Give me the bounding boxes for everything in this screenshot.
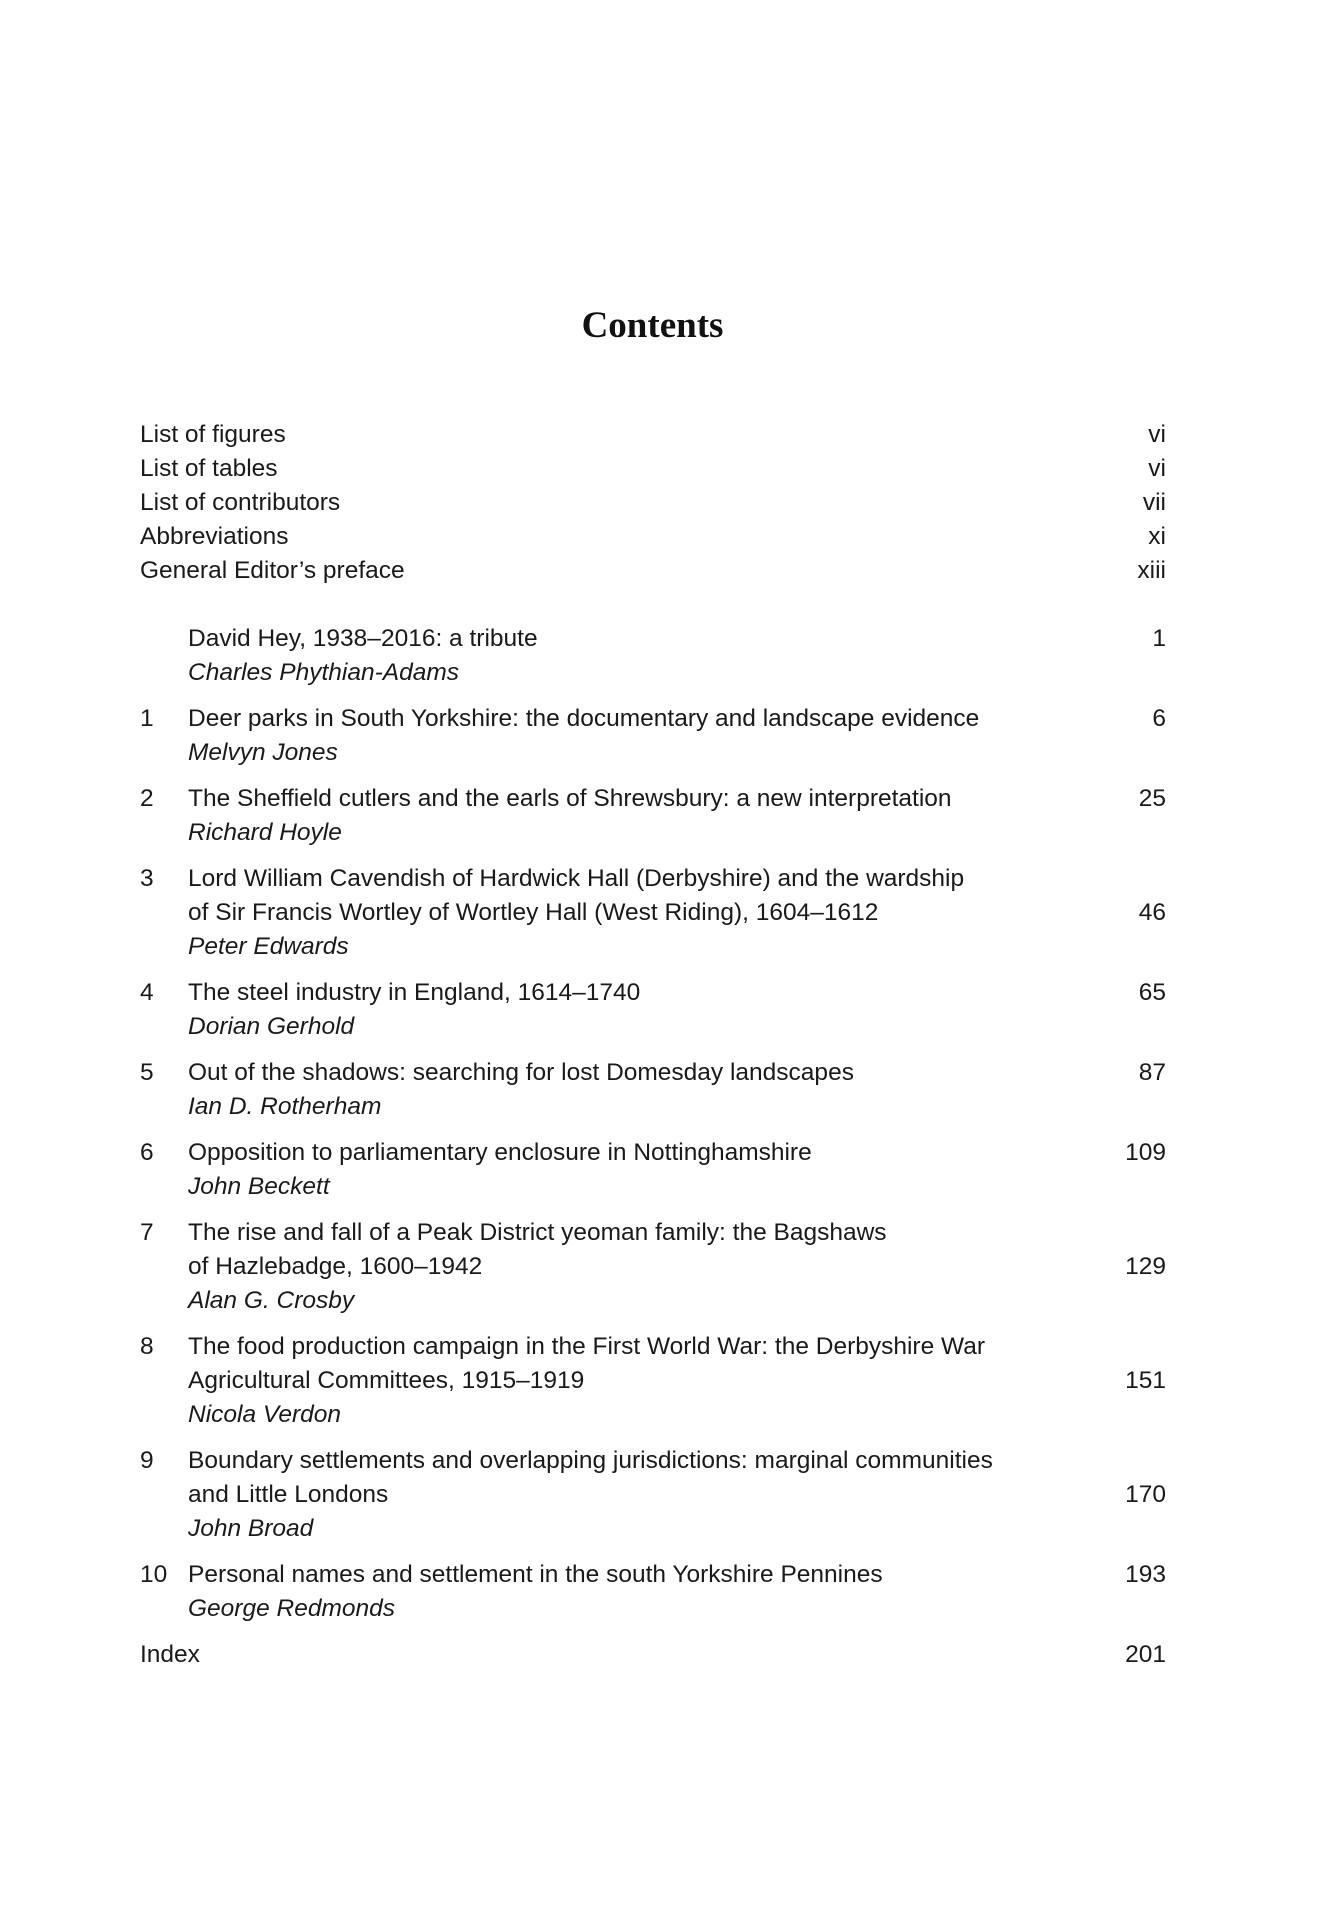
chapter-page: 65 (1138, 979, 1166, 1006)
chapter-number: 8 (140, 1333, 154, 1360)
chapter-entry[interactable] (140, 622, 1166, 690)
chapter-title: The rise and fall of a Peak District yeoman family: the Bagshaws (188, 1219, 887, 1246)
toc-entry[interactable] (140, 554, 1166, 588)
chapter-entry[interactable] (140, 1136, 1166, 1204)
chapter-number: 7 (140, 1219, 154, 1246)
chapter-author: Alan G. Crosby (188, 1287, 355, 1314)
chapter-page: 46 (1138, 899, 1166, 926)
chapter-title: Out of the shadows: searching for lost Domesday landscapes (188, 1059, 854, 1086)
chapter-author: Peter Edwards (188, 933, 349, 960)
entry-page: xiii (1137, 557, 1166, 584)
entry-page: 201 (1125, 1641, 1166, 1668)
chapter-title: Lord William Cavendish of Hardwick Hall (Derbyshire) and the wardship (188, 865, 965, 892)
chapter-page: 25 (1138, 785, 1166, 812)
chapter-page: 1 (1152, 625, 1166, 652)
chapter-title-continued: Agricultural Committees, 1915–1919 (188, 1367, 585, 1394)
chapter-number: 5 (140, 1059, 154, 1086)
table-of-contents (140, 418, 1166, 1672)
chapter-title: Boundary settlements and overlapping jurisdictions: marginal communities (188, 1447, 993, 1474)
chapter-author: Dorian Gerhold (188, 1013, 355, 1040)
prelims-list (140, 418, 1166, 588)
chapter-author: George Redmonds (188, 1595, 396, 1622)
chapter-author: John Beckett (188, 1173, 330, 1200)
chapter-entry[interactable] (140, 1444, 1166, 1546)
chapter-number: 9 (140, 1447, 154, 1474)
chapter-page: 193 (1125, 1561, 1166, 1588)
entry-page: vi (1148, 455, 1166, 482)
chapter-author: Melvyn Jones (188, 739, 338, 766)
chapter-title: Opposition to parliamentary enclosure in Nottinghamshire (188, 1139, 812, 1166)
chapter-number: 2 (140, 785, 154, 812)
chapter-number: 6 (140, 1139, 154, 1166)
chapter-title: The Sheffield cutlers and the earls of Shrewsbury: a new interpretation (188, 785, 952, 812)
chapter-entry[interactable] (140, 862, 1166, 964)
entry-title: List of contributors (140, 489, 341, 516)
chapter-page: 170 (1125, 1481, 1166, 1508)
page-title: Contents (581, 305, 724, 346)
chapter-page: 151 (1125, 1367, 1166, 1394)
chapter-entry[interactable] (140, 1056, 1166, 1124)
entry-page: vii (1142, 489, 1166, 516)
toc-entry[interactable] (140, 418, 1166, 452)
chapter-entry[interactable] (140, 702, 1166, 770)
chapter-number (140, 622, 188, 690)
chapter-entry[interactable] (140, 1330, 1166, 1432)
entry-title: List of tables (140, 455, 278, 482)
chapter-entry[interactable] (140, 782, 1166, 850)
chapter-author: Richard Hoyle (188, 819, 342, 846)
entry-page: xi (1148, 523, 1166, 550)
toc-entry[interactable] (140, 452, 1166, 486)
entry-title: Abbreviations (140, 523, 289, 550)
chapter-author: John Broad (188, 1515, 314, 1542)
entry-title: General Editor’s preface (140, 557, 405, 584)
toc-entry[interactable] (140, 486, 1166, 520)
chapter-title-continued: and Little Londons (188, 1481, 389, 1508)
chapter-author: Nicola Verdon (188, 1401, 341, 1428)
chapter-title-continued: of Hazlebadge, 1600–1942 (188, 1253, 483, 1280)
chapter-entry[interactable] (140, 976, 1166, 1044)
chapter-number: 3 (140, 865, 154, 892)
chapter-title: The steel industry in England, 1614–1740 (188, 979, 641, 1006)
toc-entry-index[interactable] (140, 1638, 1166, 1672)
chapter-entry[interactable] (140, 1558, 1166, 1626)
chapter-author: Ian D. Rotherham (188, 1093, 382, 1120)
chapter-author: Charles Phythian-Adams (188, 659, 459, 686)
chapter-title: Deer parks in South Yorkshire: the documentary and landscape evidence (188, 705, 980, 732)
chapter-page: 109 (1125, 1139, 1166, 1166)
entry-title: List of figures (140, 421, 286, 448)
chapter-title-continued: of Sir Francis Wortley of Wortley Hall (West Riding), 1604–1612 (188, 899, 879, 926)
chapter-page: 87 (1138, 1059, 1166, 1086)
chapter-title: Personal names and settlement in the south Yorkshire Pennines (188, 1561, 883, 1588)
chapter-number: 10 (140, 1561, 168, 1588)
chapter-page: 6 (1152, 705, 1166, 732)
toc-entry[interactable] (140, 520, 1166, 554)
chapter-number: 1 (140, 705, 154, 732)
chapter-number: 4 (140, 979, 154, 1006)
chapter-title: David Hey, 1938–2016: a tribute (188, 625, 538, 652)
chapter-title: The food production campaign in the First World War: the Derbyshire War (188, 1333, 986, 1360)
entry-page: vi (1148, 421, 1166, 448)
entry-title: Index (140, 1641, 200, 1668)
chapter-page: 129 (1125, 1253, 1166, 1280)
chapter-entry[interactable] (140, 1216, 1166, 1318)
